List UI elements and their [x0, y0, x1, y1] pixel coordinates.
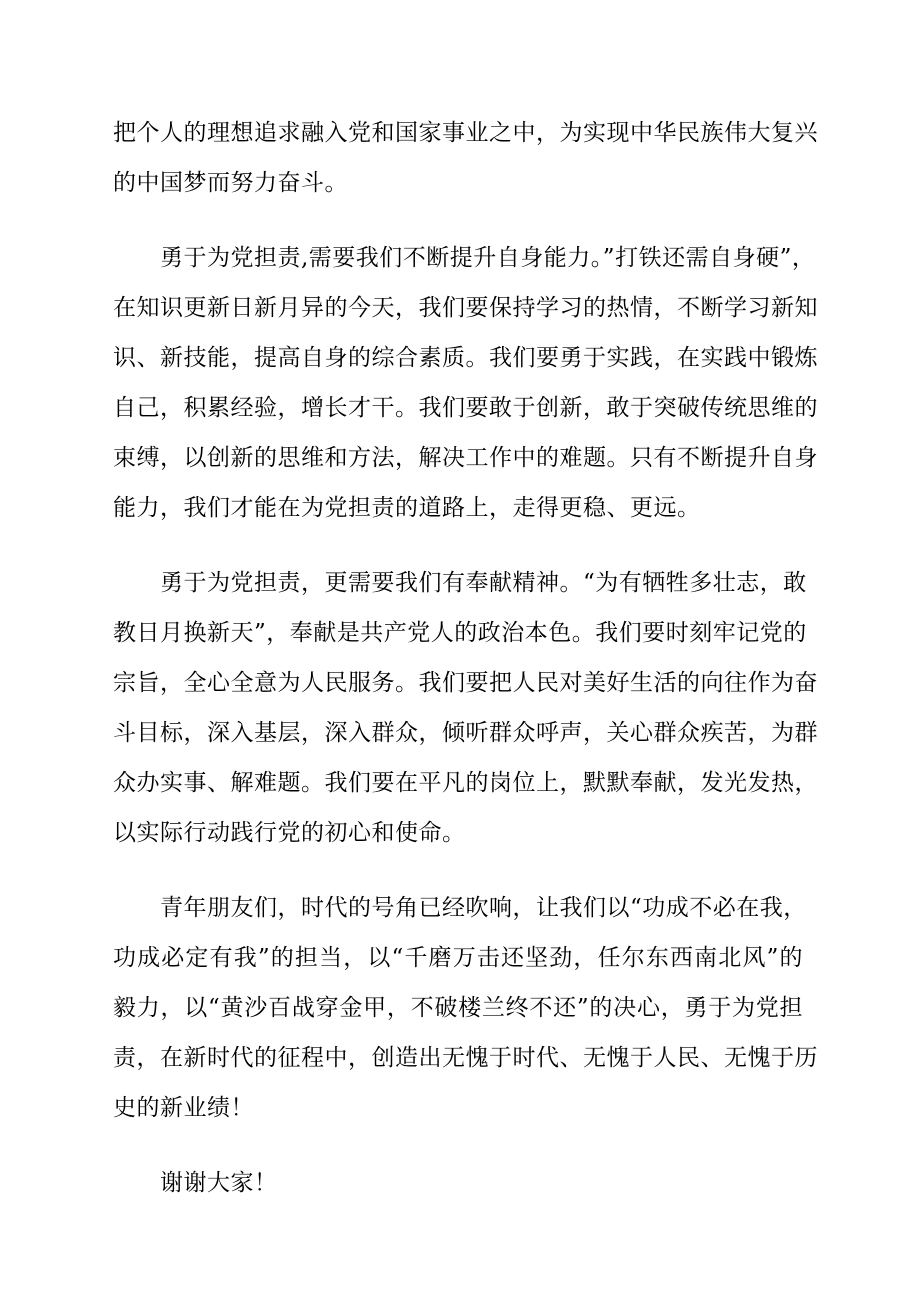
text-line: 在知识更新日新月异的今天，我们要保持学习的热情，不断学习新知: [113, 295, 818, 321]
text-line: 把个人的理想追求融入党和国家事业之中，为实现中华民族伟大复兴: [113, 120, 818, 146]
text-line: 毅力，以“黄沙百战穿金甲，不破楼兰终不还”的决心，勇于为党担: [113, 995, 803, 1021]
text-line: 勇于为党担责，更需要我们有奉献精神。“为有牺牲多壮志，敢: [160, 570, 807, 596]
text-line: 识、新技能，提高自身的综合素质。我们要勇于实践，在实践中锻炼: [113, 345, 818, 371]
text-line: 束缚，以创新的思维和方法，解决工作中的难题。只有不断提升自身: [113, 445, 818, 471]
text-line: 能力，我们才能在为党担责的道路上，走得更稳、更远。: [113, 495, 701, 521]
text-line: 宗旨，全心全意为人民服务。我们要把人民对美好生活的向往作为奋: [113, 670, 818, 696]
text-line: 斗目标，深入基层，深入群众，倾听群众呼声，关心群众疾苦，为群: [113, 720, 818, 746]
text-line: 的中国梦而努力奋斗。: [113, 170, 348, 196]
closing-line: 谢谢大家！: [160, 1170, 278, 1196]
text-line: 勇于为党担责,需要我们不断提升自身能力。”打铁还需自身硬”，: [160, 245, 816, 271]
text-line: 功成必定有我”的担当，以“千磨万击还坚劲，任尔东西南北风”的: [113, 945, 803, 971]
text-line: 青年朋友们，时代的号角已经吹响，让我们以“功成不必在我，: [160, 895, 807, 921]
text-line: 教日月换新天”，奉献是共产党人的政治本色。我们要时刻牢记党的: [113, 620, 807, 646]
text-line: 责，在新时代的征程中，创造出无愧于时代、无愧于人民、无愧于历: [113, 1045, 818, 1071]
text-line: 史的新业绩！: [113, 1095, 254, 1121]
text-line: 众办实事、解难题。我们要在平凡的岗位上，默默奉献，发光发热，: [113, 770, 818, 796]
text-line: 以实际行动践行党的初心和使命。: [113, 820, 466, 846]
text-line: 自己，积累经验，增长才干。我们要敢于创新，敢于突破传统思维的: [113, 395, 818, 421]
